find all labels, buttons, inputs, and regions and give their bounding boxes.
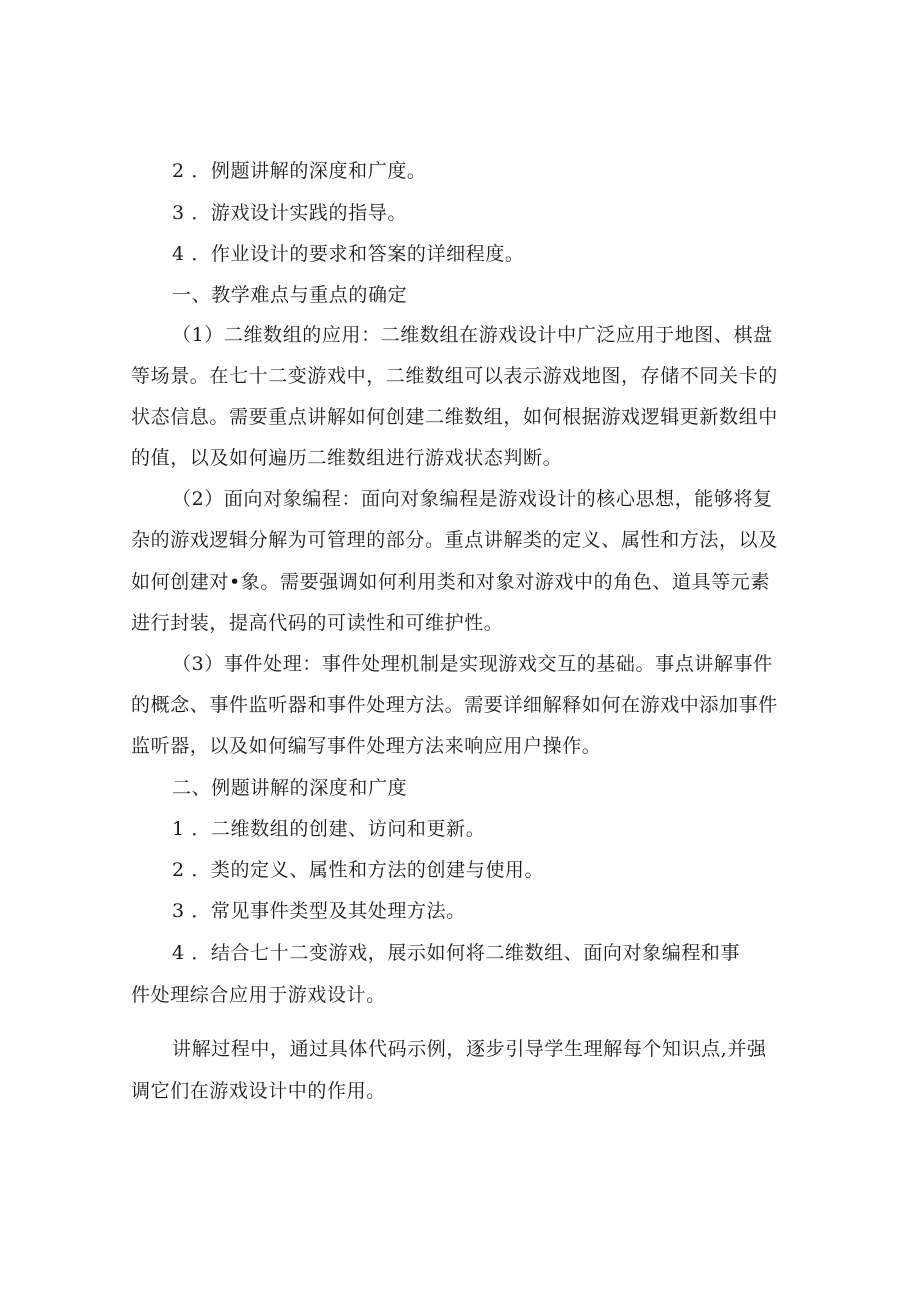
paragraph-line: 监听器，以及如何编写事件处理方法来响应用户操作。 [131, 735, 602, 757]
list-item: 1 ．二维数组的创建、访问和更新。 [172, 818, 486, 840]
list-item: 3 ．常见事件类型及其处理方法。 [172, 900, 466, 922]
paragraph-line: 杂的游戏逻辑分解为可管理的部分。重点讲解类的定义、属性和方法，以及 [131, 529, 778, 551]
list-item: 件处理综合应用于游戏设计。 [131, 984, 386, 1006]
paragraph-line: 讲解过程中，通过具体代码示例，逐步引导学生理解每个知识点,并强 [172, 1038, 767, 1060]
list-item: 4 ．结合七十二变游戏，展示如何将二维数组、面向对象编程和事 [172, 942, 741, 964]
paragraph-line: 状态信息。需要重点讲解如何创建二维数组，如何根据游戏逻辑更新数组中 [131, 406, 778, 428]
paragraph-line: （1）二维数组的应用：二维数组在游戏设计中广泛应用于地图、棋盘 [172, 324, 773, 346]
paragraph-line: 等场景。在七十二变游戏中，二维数组可以表示游戏地图，存储不同关卡的 [131, 365, 778, 387]
section-heading: 二、例题讲解的深度和广度 [172, 777, 408, 799]
paragraph-line: 的概念、事件监听器和事件处理方法。需要详细解释如何在游戏中添加事件 [131, 694, 778, 716]
paragraph-line: 调它们在游戏设计中的作用。 [131, 1080, 386, 1102]
list-item: 2 ．例题讲解的深度和广度。 [172, 160, 427, 182]
section-heading: 一、教学难点与重点的确定 [172, 284, 408, 306]
list-item: 3 ．游戏设计实践的指导。 [172, 202, 407, 224]
list-item: 2 ．类的定义、属性和方法的创建与使用。 [172, 859, 545, 881]
paragraph-line: 进行封装，提高代码的可读性和可维护性。 [131, 612, 504, 634]
paragraph-line: （3）事件处理：事件处理机制是实现游戏交互的基础。事点讲解事件 [172, 653, 773, 675]
paragraph-line: 如何创建对•象。需要强调如何利用类和对象对游戏中的角色、道具等元素 [131, 571, 771, 593]
paragraph-line: 的值，以及如何遍历二维数组进行游戏状态判断。 [131, 447, 563, 469]
paragraph-line: （2）面向对象编程：面向对象编程是游戏设计的核心思想，能够将复 [172, 488, 773, 510]
list-item: 4 ．作业设计的要求和答案的详细程度。 [172, 243, 525, 265]
